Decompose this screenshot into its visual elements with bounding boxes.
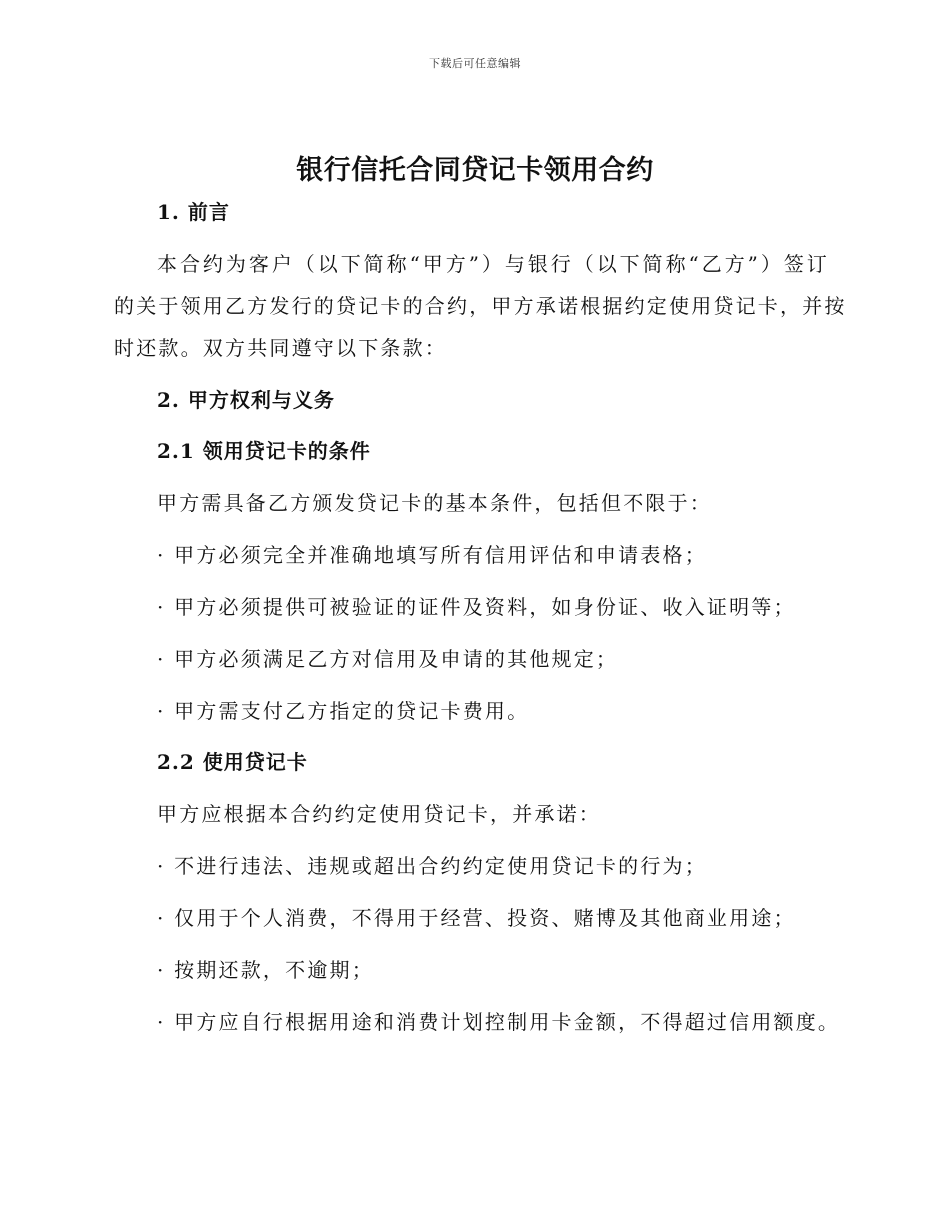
document-title: 银行信托合同贷记卡领用合约 — [296, 155, 654, 186]
list-item: · 甲方应自行根据用途和消费计划控制用卡金额，不得超过信用额度。 — [157, 1010, 841, 1034]
section-1-heading: 1. 前言 — [157, 200, 230, 224]
section-2-1-intro: 甲方需具备乙方颁发贷记卡的基本条件，包括但不限于： — [157, 491, 712, 515]
section-1-paragraph-line-2: 的关于领用乙方发行的贷记卡的合约，甲方承诺根据约定使用贷记卡，并按 — [114, 294, 847, 318]
list-item: · 按期还款，不逾期； — [157, 958, 374, 982]
section-2-2-intro: 甲方应根据本合约约定使用贷记卡，并承诺： — [157, 802, 601, 826]
list-item: · 仅用于个人消费，不得用于经营、投资、赌博及其他商业用途； — [157, 906, 796, 930]
section-2-heading: 2. 甲方权利与义务 — [157, 388, 335, 412]
section-2-1-heading: 2.1 领用贷记卡的条件 — [157, 439, 371, 463]
section-2-2-heading: 2.2 使用贷记卡 — [157, 750, 308, 774]
list-item: · 甲方必须提供可被验证的证件及资料，如身份证、收入证明等； — [157, 595, 796, 619]
list-item: · 甲方必须完全并准确地填写所有信用评估和申请表格； — [157, 543, 707, 567]
header-note: 下载后可任意编辑 — [429, 57, 521, 70]
list-item: · 甲方必须满足乙方对信用及申请的其他规定； — [157, 647, 619, 671]
list-item: · 不进行违法、违规或超出合约约定使用贷记卡的行为； — [157, 854, 707, 878]
section-1-paragraph-line-1: 本合约为客户（以下简称“甲方”）与银行（以下简称“乙方”）签订 — [157, 252, 829, 276]
section-1-paragraph-line-3: 时还款。双方共同遵守以下条款： — [114, 336, 447, 360]
list-item: · 甲方需支付乙方指定的贷记卡费用。 — [157, 699, 530, 723]
